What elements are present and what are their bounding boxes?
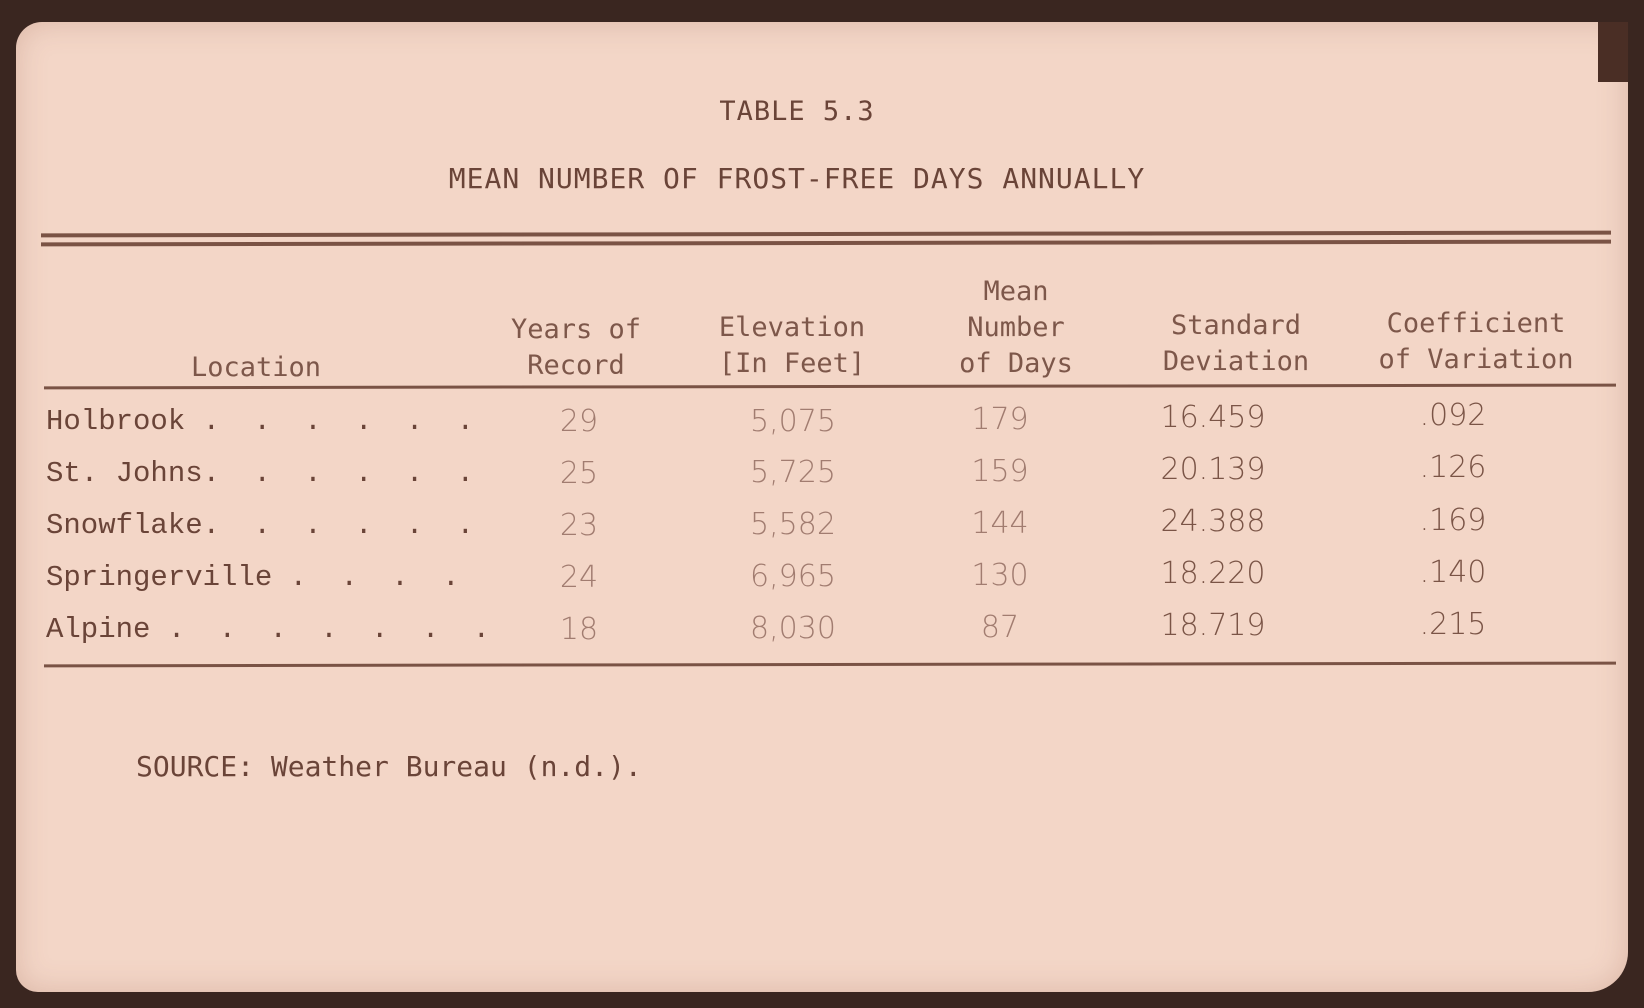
header-years-line2: Record [527,350,625,381]
row-cv: .169 [1419,503,1487,538]
row-elevation: 6,965 [750,559,836,594]
row-std-dev: 24.388 [1160,504,1266,539]
header-mean-line1: Mean [983,276,1049,307]
header-years-line1: Years of [510,314,642,345]
location-name: Holbrook [46,405,186,438]
row-mean-days: 144 [971,506,1029,541]
row-std-dev: 18.220 [1160,556,1266,591]
table-number: TABLE 5.3 [719,96,875,127]
row-cv: .215 [1419,607,1487,642]
leader-dots: . . . . [289,561,468,594]
row-cv: .126 [1419,450,1487,485]
header-location-text: Location [190,352,322,383]
row-elevation: 8,030 [750,611,836,646]
row-mean-days: 87 [980,610,1020,645]
table-title: MEAN NUMBER OF FROST-FREE DAYS ANNUALLY [448,162,1146,195]
row-location [46,404,482,440]
row-std-dev: 16.459 [1160,400,1266,435]
row-location [46,612,498,648]
leader-dots: . . . . . . [202,457,483,490]
row-years: 18 [559,612,599,647]
header-years [476,312,676,384]
header-elevation-line1: Elevation [718,312,866,343]
row-mean-days: 179 [971,402,1029,437]
row-years: 23 [559,508,599,543]
source-note: SOURCE: Weather Bureau (n.d.). [136,750,642,783]
leader-dots: . . . . . . [202,509,483,542]
row-elevation: 5,582 [750,507,836,542]
row-std-dev: 18.719 [1160,608,1266,643]
leader-dots: . . . . . . [202,405,483,438]
header-cv-line1: Coefficient [1386,308,1566,339]
row-years: 24 [559,560,599,595]
row-years: 25 [559,456,599,491]
header-sd-line2: Deviation [1162,346,1310,377]
row-mean-days: 159 [971,454,1029,489]
location-name: St. Johns [46,457,203,490]
header-coeff-var [1356,306,1596,378]
header-cv-line2: of Variation [1378,344,1574,375]
header-mean-line3: of Days [959,348,1073,379]
row-years: 29 [559,404,599,439]
row-cv: .140 [1419,555,1487,590]
header-std-dev [1121,308,1351,380]
bottom-rule [44,662,1616,668]
header-mean-days [916,274,1116,382]
slide-corner-shadow [1598,22,1628,82]
slide-frame [16,22,1628,992]
header-elevation [692,310,892,382]
location-name: Snowflake [46,509,203,542]
row-location [46,456,482,492]
row-elevation: 5,725 [750,455,836,490]
header-elevation-line2: [In Feet] [718,348,866,379]
top-rule-2 [41,240,1611,247]
header-location [146,350,366,386]
row-elevation: 5,075 [750,404,836,439]
leader-dots: . . . . . . . [167,613,499,646]
row-mean-days: 130 [971,558,1029,593]
top-rule-1 [41,231,1611,238]
row-cv: .092 [1419,398,1487,433]
header-mean-line2: Number [967,312,1065,343]
row-location [46,560,467,596]
location-name: Springerville [46,561,273,594]
location-name: Alpine [46,613,151,646]
header-sd-line1: Standard [1170,310,1302,341]
row-location [46,508,482,544]
row-std-dev: 20.139 [1160,452,1266,487]
